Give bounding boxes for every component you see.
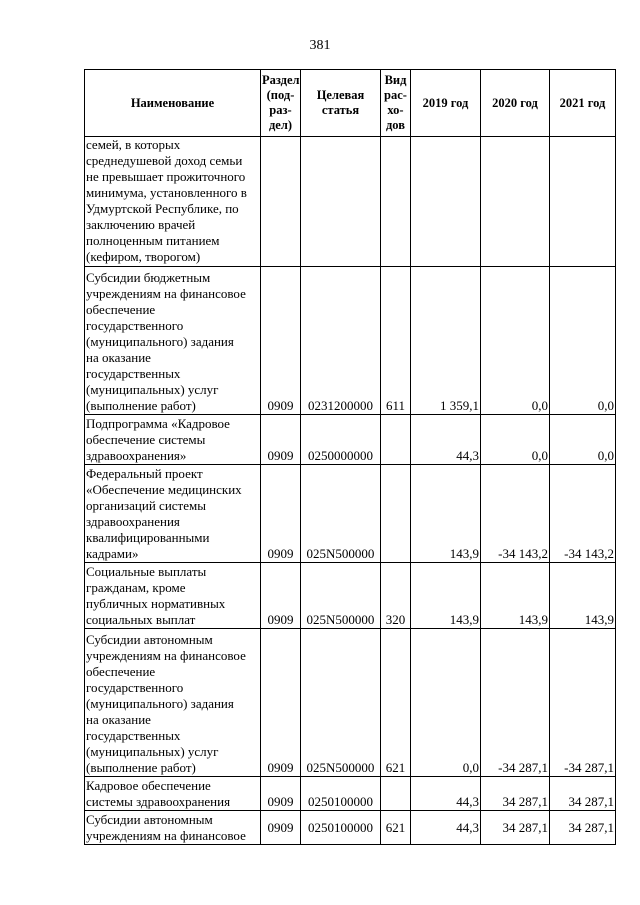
row-2020: 0,0: [481, 415, 550, 465]
row-2021: 34 287,1: [550, 811, 616, 845]
row-2021: 0,0: [550, 267, 616, 415]
row-section: 0909: [261, 777, 301, 811]
header-kind: Вид рас- хо- дов: [381, 70, 411, 137]
table-row: [85, 267, 616, 415]
row-kind: [381, 137, 411, 267]
row-kind: [381, 777, 411, 811]
page-number: 381: [309, 38, 331, 53]
row-section: 0909: [261, 415, 301, 465]
table-row: [85, 777, 616, 811]
row-kind: [381, 415, 411, 465]
row-2019: 0,0: [411, 629, 481, 777]
row-article: 0250000000: [301, 415, 381, 465]
row-2020: 34 287,1: [481, 777, 550, 811]
row-section: 0909: [261, 629, 301, 777]
row-kind: 621: [381, 629, 411, 777]
table-row: [85, 563, 616, 629]
row-2019: 143,9: [411, 465, 481, 563]
row-2020: -34 143,2: [481, 465, 550, 563]
row-section: 0909: [261, 267, 301, 415]
row-2020: 143,9: [481, 563, 550, 629]
row-2019: 44,3: [411, 777, 481, 811]
row-name: Социальные выплаты гражданам, кроме публичных нормативных социальных выплат: [85, 563, 261, 629]
row-kind: [381, 465, 411, 563]
table-header-row: [85, 70, 616, 137]
row-2019: 1 359,1: [411, 267, 481, 415]
row-kind: 320: [381, 563, 411, 629]
row-kind: 621: [381, 811, 411, 845]
row-2021: -34 143,2: [550, 465, 616, 563]
row-name: Субсидии бюджетным учреждениям на финансовое обеспечение государственного (муниципального) задания на оказание государственных (муниципальных) услуг (выполнение работ): [85, 267, 261, 415]
row-2020: -34 287,1: [481, 629, 550, 777]
header-2020: 2020 год: [481, 70, 550, 137]
table-row: [85, 811, 616, 845]
budget-table: [84, 69, 616, 845]
header-2021: 2021 год: [550, 70, 616, 137]
row-2021: -34 287,1: [550, 629, 616, 777]
row-2021: 34 287,1: [550, 777, 616, 811]
row-kind: 611: [381, 267, 411, 415]
row-2019: [411, 137, 481, 267]
row-name: семей, в которых среднедушевой доход семьи не превышает прожиточного минимума, установленного в Удмуртской Республике, по заключению врачей полноценным питанием (кефиром, творогом): [85, 137, 261, 267]
row-name: Кадровое обеспечение системы здравоохранения: [85, 777, 261, 811]
header-2019: 2019 год: [411, 70, 481, 137]
row-article: 0231200000: [301, 267, 381, 415]
row-name: Федеральный проект «Обеспечение медицинских организаций системы здравоохранения квалифицированными кадрами»: [85, 465, 261, 563]
row-2019: 44,3: [411, 811, 481, 845]
row-article: 025N500000: [301, 465, 381, 563]
row-section: 0909: [261, 563, 301, 629]
table-row: [85, 629, 616, 777]
row-2020: 34 287,1: [481, 811, 550, 845]
row-2019: 44,3: [411, 415, 481, 465]
table-row: [85, 137, 616, 267]
row-name: Подпрограмма «Кадровое обеспечение системы здравоохранения»: [85, 415, 261, 465]
row-2021: 143,9: [550, 563, 616, 629]
row-name: Субсидии автономным учреждениям на финансовое обеспечение государственного (муниципального) задания на оказание государственных (муниципальных) услуг (выполнение работ): [85, 629, 261, 777]
row-article: 0250100000: [301, 777, 381, 811]
row-2021: 0,0: [550, 415, 616, 465]
row-section: [261, 137, 301, 267]
row-section: 0909: [261, 465, 301, 563]
row-article: 025N500000: [301, 629, 381, 777]
header-name: Наименование: [85, 70, 261, 137]
row-2019: 143,9: [411, 563, 481, 629]
row-article: 025N500000: [301, 563, 381, 629]
table-row: [85, 415, 616, 465]
row-article: 0250100000: [301, 811, 381, 845]
row-section: 0909: [261, 811, 301, 845]
row-2021: [550, 137, 616, 267]
row-name: Субсидии автономным учреждениям на финансовое: [85, 811, 261, 845]
row-2020: 0,0: [481, 267, 550, 415]
table-row: [85, 465, 616, 563]
header-article: Целевая статья: [301, 70, 381, 137]
row-2020: [481, 137, 550, 267]
header-section: Раздел (под- раз- дел): [261, 70, 301, 137]
row-article: [301, 137, 381, 267]
